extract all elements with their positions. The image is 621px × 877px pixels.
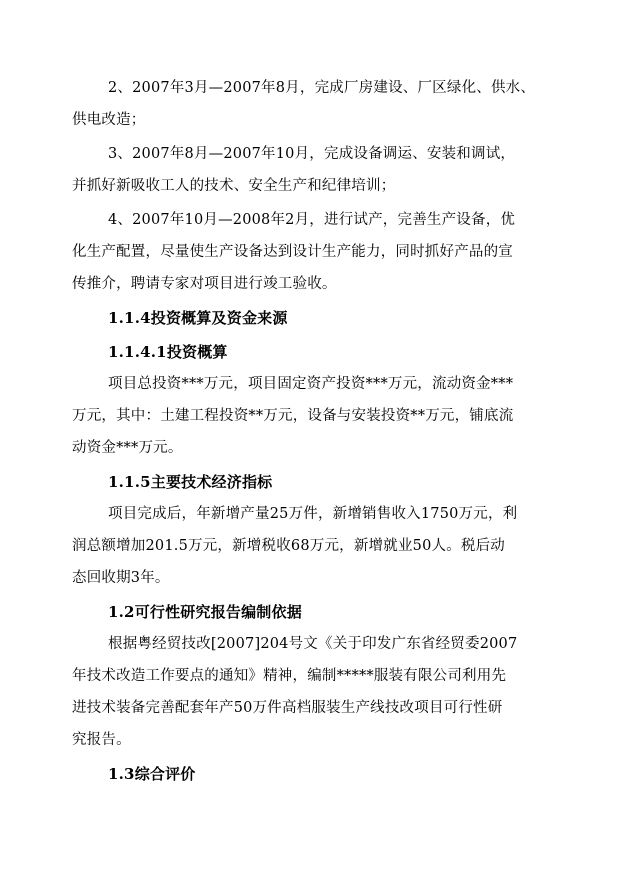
paragraph-line: 根据粤经贸技改[2007]204号文《关于印发广东省经贸委2007: [108, 636, 518, 652]
paragraph-line: 3、2007年8月—2007年10月，完成设备调运、安装和调试，: [108, 146, 516, 162]
section-heading: 1.2可行性研究报告编制依据: [108, 603, 302, 621]
paragraph-line: 动资金***万元。: [72, 440, 183, 456]
paragraph-line: 项目总投资***万元，项目固定资产投资***万元，流动资金***: [108, 376, 514, 392]
paragraph-line: 项目完成后，年新增产量25万件，新增销售收入1750万元，利: [108, 506, 518, 522]
paragraph-line: 并抓好新吸收工人的技术、安全生产和纪律培训；: [72, 178, 396, 194]
section-heading: 1.1.4投资概算及资金来源: [108, 309, 288, 327]
paragraph-line: 究报告。: [72, 732, 131, 748]
section-heading: 1.1.5主要技术经济指标: [108, 473, 273, 491]
paragraph-line: 供电改造；: [72, 112, 146, 128]
paragraph-line: 润总额增加201.5万元，新增税收68万元，新增就业50人。税后动: [72, 538, 506, 554]
paragraph-line: 态回收期3年。: [72, 570, 170, 586]
paragraph-line: 传推介，聘请专家对项目进行竣工验收。: [72, 276, 337, 292]
paragraph-line: 2、2007年3月—2007年8月，完成厂房建设、厂区绿化、供水、: [108, 80, 536, 96]
paragraph-line: 年技术改造工作要点的通知》精神，编制*****服装有限公司利用先: [72, 668, 507, 684]
section-heading: 1.3综合评价: [108, 765, 196, 783]
paragraph-line: 万元，其中：土建工程投资**万元，设备与安装投资**万元，铺底流: [72, 408, 514, 424]
subsection-heading: 1.1.4.1投资概算: [108, 343, 228, 361]
paragraph-line: 4、2007年10月—2008年2月，进行试产，完善生产设备，优: [108, 212, 516, 228]
paragraph-line: 进技术装备完善配套年产50万件高档服装生产线技改项目可行性研: [72, 700, 503, 716]
paragraph-line: 化生产配置，尽量使生产设备达到设计生产能力，同时抓好产品的宣: [72, 244, 513, 260]
